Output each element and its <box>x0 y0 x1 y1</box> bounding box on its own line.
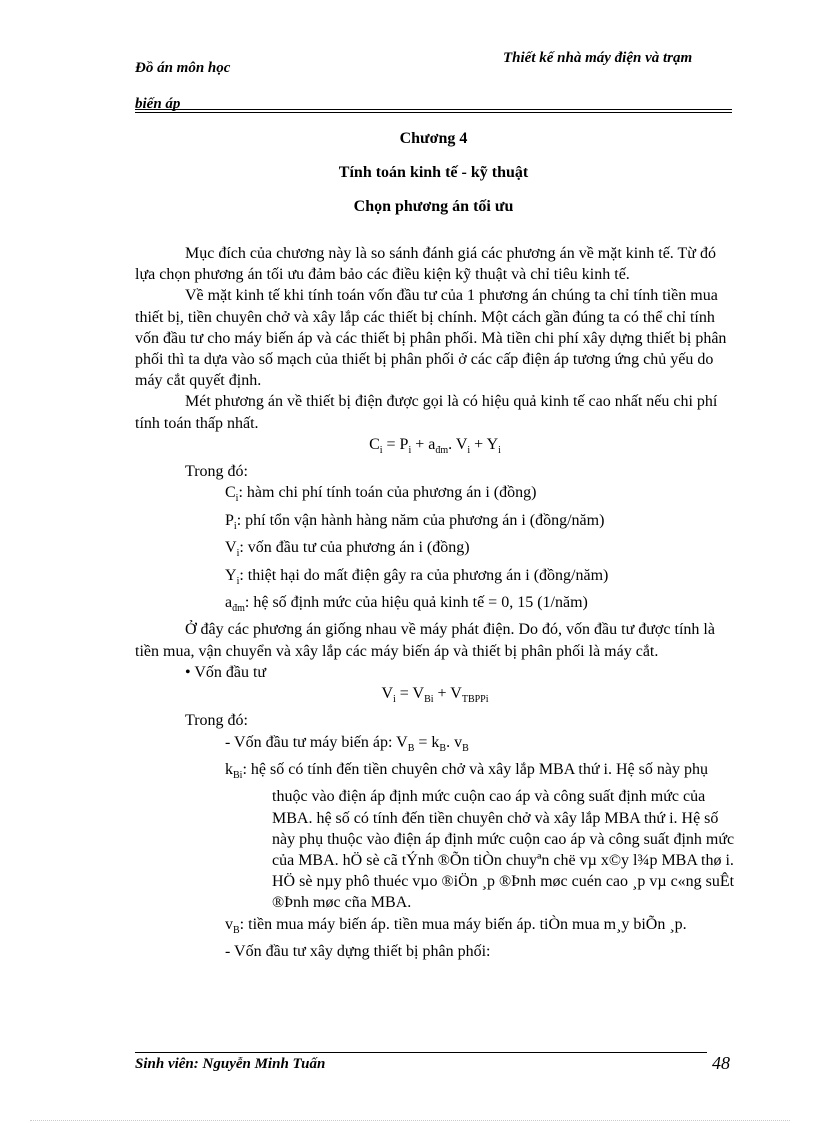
def-ci: $C_i$: hàm chi phí tính toán của phương án i (đồng) <box>225 484 537 505</box>
header-right: Thiết kế nhà máy điện và trạm <box>503 50 693 66</box>
bullet-investment: • Vốn đầu tư <box>185 663 267 681</box>
dash-switchgear-investment: - Vốn đầu tư xây dựng thiết bị phân phối: <box>225 942 491 960</box>
header-rule-bottom <box>135 112 732 113</box>
dash-transformer-investment: - Vốn đầu tư máy biến áp: $V_B = k_B$. $v_B$ <box>225 733 469 754</box>
paragraph-4: Ở đây các phương án giống nhau về máy phát điện. Do đó, vốn đầu tư được tính là tiền mua, vận chuyển và xây lắp các máy biến áp và thiết bị phân phối là máy cắt. <box>135 621 715 660</box>
paragraph-1: Mục đích của chương này là so sánh đánh giá các phương án về mặt kinh tế. Từ đó lựa chọn phương án tối ưu đảm bảo các điều kiện kỹ thuật và chỉ tiêu kinh tế. <box>135 245 716 284</box>
page-bottom-edge <box>30 1120 790 1121</box>
section-title-2: Chọn phương án tối ưu <box>353 198 514 215</box>
header-left-line2: biến áp <box>135 96 181 112</box>
bullet-dot-icon: • <box>185 663 195 681</box>
equation-cost: $C_i = P_i + a_{đm}$. $V_i + Y_i$ <box>369 435 501 457</box>
where-label: Trong đó: <box>185 463 248 481</box>
def-pi: $P_i$: phí tổn vận hành hàng năm của phương án i (đồng/năm) <box>225 511 605 532</box>
header-rule-top <box>135 109 732 110</box>
def-yi: $Y_i$: thiệt hại do mất điện gây ra của phương án i (đồng/năm) <box>225 566 609 587</box>
chapter-title: Chương 4 <box>399 130 468 147</box>
document-body <box>135 243 735 962</box>
paragraph-2: Về mặt kinh tế khi tính toán vốn đầu tư của 1 phương án chúng ta chỉ tính tiền mua thiết bị, tiền chuyên chở và xây lắp các thiết bị chính. Một cách gần đúng ta có thể chỉ tính vốn đầu tư cho máy biến áp và các thiết bị phân phối. Mà tiền chi phí xây dựng thiết bị phân phối thì ta dựa vào số mạch của thiết bị phân phối ở các cấp điện áp tương ứng chủ yếu do máy cắt quyết định. <box>135 287 727 390</box>
header-left-line1: Đồ án môn học <box>135 60 231 76</box>
footer-student: Sinh viên: Nguyễn Minh Tuấn <box>135 1056 326 1072</box>
def-vb: $v_B$: tiền mua máy biến áp. tiền mua máy biến áp. tiÒn mua m¸y biÕn ¸p. <box>225 915 687 936</box>
def-kbi: $k_{Bi}$: hệ số có tính đến tiền chuyên chở và xây lắp MBA thứ i. Hệ số này phụ thuộc vào điện áp định mức cuộn cao áp và công suất định mức của MBA. hệ số có tính đến tiền chuyên chở và xây lắp MBA thứ i. Hệ số này phụ thuộc vào điện áp định mức cuộn cao áp và công suất định mức của MBA. hÖ sè cã tÝnh ®Õn tiÒn chuyªn chë vµ x©y l¾p MBA thø i. HÖ sè nµy phô thuéc vµo ®iÖn ¸p ®Þnh møc cuén cao ¸p vµ c«ng suÊt ®Þnh møc cña MBA. <box>225 760 735 912</box>
paragraph-3: Mét phương án về thiết bị điện được gọi là có hiệu quả kinh tế cao nhất nếu chi phí tính toán thấp nhất. <box>135 393 718 432</box>
def-adm: $a_{đm}$: hệ số định mức của hiệu quả kinh tế = 0, 15 (1/năm) <box>225 593 588 615</box>
footer-rule <box>135 1052 707 1053</box>
section-title-1: Tính toán kinh tế - kỹ thuật <box>338 164 529 181</box>
page-number: 48 <box>712 1053 730 1073</box>
def-vi: $V_i$: vốn đầu tư của phương án i (đồng) <box>225 539 470 560</box>
where-label-2: Trong đó: <box>185 712 248 730</box>
equation-investment: $V_i = V_{Bi} + V_{TBPPi}$ <box>381 684 489 706</box>
